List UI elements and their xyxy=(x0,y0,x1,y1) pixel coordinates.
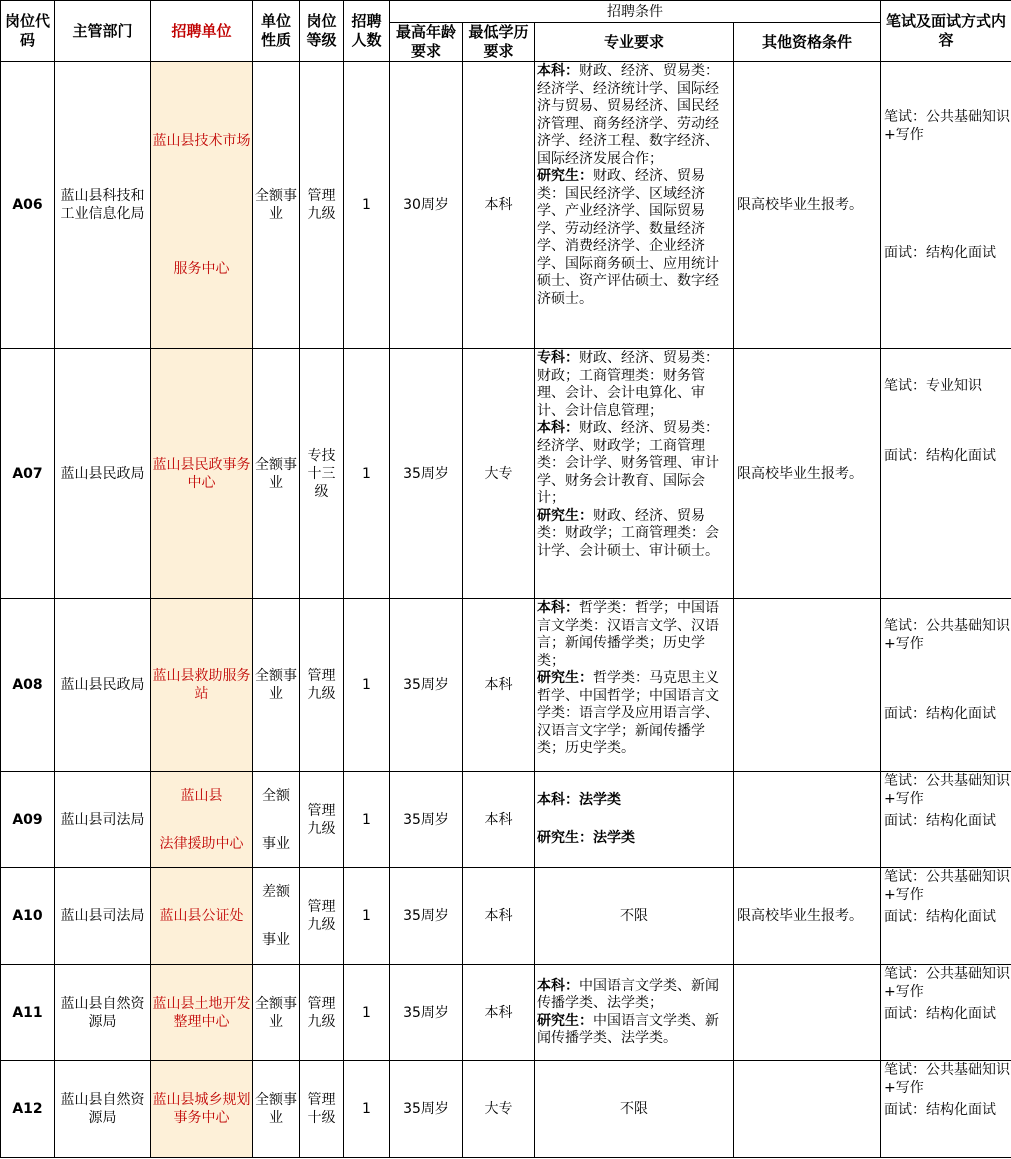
unit-line-2: 服务中心 xyxy=(173,261,230,277)
row-edu: 大专 xyxy=(463,349,535,599)
row-dept: 蓝山县民政局 xyxy=(55,599,151,772)
row-major xyxy=(535,772,734,868)
table-row xyxy=(1,965,1011,1061)
major-label: 研究生： xyxy=(537,1012,593,1029)
header-dept: 主管部门 xyxy=(55,1,151,62)
row-grade: 管理九级 xyxy=(300,772,344,868)
row-code: A08 xyxy=(1,599,55,772)
exam-written: 笔试：公共基础知识+写作 xyxy=(884,869,1010,903)
major-text: 哲学类：马克思主义哲学、中国哲学；中国语言文学类：语言学及应用语言学、汉语言文字学；新闻传播学类；历史学类。 xyxy=(537,670,719,756)
row-nature xyxy=(253,772,300,868)
row-exam xyxy=(881,599,1011,772)
row-major xyxy=(535,599,734,772)
table-row xyxy=(1,1061,1011,1158)
row-grade: 管理九级 xyxy=(300,62,344,349)
row-age: 35周岁 xyxy=(390,772,463,868)
row-age: 35周岁 xyxy=(390,868,463,965)
row-other xyxy=(734,599,881,772)
exam-written: 笔试：公共基础知识+写作 xyxy=(884,618,1010,652)
table-row xyxy=(1,62,1011,349)
exam-interview: 面试：结构化面试 xyxy=(884,448,996,464)
major-text: 中国语言文学类、新闻传播学类、法学类； xyxy=(537,977,719,1011)
row-grade: 管理九级 xyxy=(300,965,344,1061)
row-grade: 专技十三级 xyxy=(300,349,344,599)
nature-line-1: 全额 xyxy=(262,787,290,804)
row-grade: 管理九级 xyxy=(300,868,344,965)
major-label: 本科： xyxy=(537,600,579,616)
exam-written: 笔试：公共基础知识+写作 xyxy=(884,109,1010,143)
row-major xyxy=(535,349,734,599)
major-label: 本科： xyxy=(537,63,579,79)
row-age: 35周岁 xyxy=(390,965,463,1061)
unit-line-1: 蓝山县技术市场 xyxy=(152,133,251,149)
row-nature: 全额事业 xyxy=(253,349,300,599)
row-nature: 全额事业 xyxy=(253,965,300,1061)
exam-interview: 面试：结构化面试 xyxy=(884,813,996,829)
table-row xyxy=(1,772,1011,868)
exam-interview: 面试：结构化面试 xyxy=(884,1006,996,1022)
major-text: 财政、经济、贸易类：财政；工商管理类：财务管理、会计、会计电算化、审计、会计信息管理； xyxy=(537,350,719,419)
exam-interview: 面试：结构化面试 xyxy=(884,245,996,261)
nature-line-2: 事业 xyxy=(262,932,290,948)
major-label: 研究生： xyxy=(537,829,593,846)
exam-written: 笔试：公共基础知识+写作 xyxy=(884,966,1010,1000)
row-edu: 本科 xyxy=(463,772,535,868)
major-text: 财政、经济、贸易类：经济学、经济统计学、国际经济与贸易、贸易经济、国民经济管理、商务经济学、劳动经济学、经济工程、数字经济、国际经济发展合作； xyxy=(537,63,719,167)
table-row xyxy=(1,349,1011,599)
row-exam xyxy=(881,1061,1011,1158)
row-count: 1 xyxy=(344,772,390,868)
row-major xyxy=(535,965,734,1061)
major-text: 法学类 xyxy=(593,829,635,846)
unit-line-2: 法律援助中心 xyxy=(159,835,244,852)
exam-interview: 面试：结构化面试 xyxy=(884,909,996,925)
row-other: 限高校毕业生报考。 xyxy=(734,868,881,965)
row-age: 35周岁 xyxy=(390,1061,463,1158)
row-exam xyxy=(881,772,1011,868)
row-dept: 蓝山县自然资源局 xyxy=(55,1061,151,1158)
row-edu: 本科 xyxy=(463,868,535,965)
row-other xyxy=(734,1061,881,1158)
row-dept: 蓝山县科技和工业信息化局 xyxy=(55,62,151,349)
row-code: A10 xyxy=(1,868,55,965)
major-label: 研究生： xyxy=(537,168,593,184)
major-label: 专科： xyxy=(537,350,579,366)
row-dept: 蓝山县司法局 xyxy=(55,772,151,868)
row-unit: 蓝山县土地开发整理中心 xyxy=(151,965,253,1061)
row-count: 1 xyxy=(344,868,390,965)
row-unit: 蓝山县民政事务中心 xyxy=(151,349,253,599)
major-label: 研究生： xyxy=(537,670,593,686)
row-code: A09 xyxy=(1,772,55,868)
header-major: 专业要求 xyxy=(535,23,734,62)
header-other: 其他资格条件 xyxy=(734,23,881,62)
row-other xyxy=(734,772,881,868)
row-unit xyxy=(151,772,253,868)
row-edu: 本科 xyxy=(463,62,535,349)
row-major xyxy=(535,62,734,349)
major-label: 本科： xyxy=(537,792,579,808)
exam-written: 笔试：专业知识 xyxy=(884,378,982,394)
row-unit: 蓝山县公证处 xyxy=(151,868,253,965)
table-row xyxy=(1,868,1011,965)
row-exam xyxy=(881,965,1011,1061)
header-unit: 招聘单位 xyxy=(151,1,253,62)
header-code: 岗位代码 xyxy=(1,1,55,62)
header-age: 最高年龄要求 xyxy=(390,23,463,62)
row-edu: 本科 xyxy=(463,599,535,772)
major-text: 法学类 xyxy=(579,792,621,808)
exam-interview: 面试：结构化面试 xyxy=(884,706,996,722)
exam-written: 笔试：公共基础知识+写作 xyxy=(884,1062,1010,1096)
row-exam xyxy=(881,62,1011,349)
row-exam xyxy=(881,349,1011,599)
header-exam: 笔试及面试方式内容 xyxy=(881,1,1011,62)
row-nature: 全额事业 xyxy=(253,62,300,349)
row-major: 不限 xyxy=(535,868,734,965)
row-exam xyxy=(881,868,1011,965)
row-age: 35周岁 xyxy=(390,599,463,772)
row-count: 1 xyxy=(344,965,390,1061)
row-nature: 全额事业 xyxy=(253,599,300,772)
row-count: 1 xyxy=(344,1061,390,1158)
row-edu: 大专 xyxy=(463,1061,535,1158)
row-edu: 本科 xyxy=(463,965,535,1061)
exam-interview: 面试：结构化面试 xyxy=(884,1102,996,1118)
major-text: 哲学类：哲学；中国语言文学类：汉语言文学、汉语言；新闻传播学类；历史学类； xyxy=(537,600,719,669)
row-other: 限高校毕业生报考。 xyxy=(734,349,881,599)
major-label: 本科： xyxy=(537,420,579,436)
row-unit: 蓝山县救助服务站 xyxy=(151,599,253,772)
header-count: 招聘人数 xyxy=(344,1,390,62)
unit-line-1: 蓝山县 xyxy=(180,787,223,804)
table-row xyxy=(1,599,1011,772)
row-code: A11 xyxy=(1,965,55,1061)
row-dept: 蓝山县民政局 xyxy=(55,349,151,599)
row-count: 1 xyxy=(344,62,390,349)
major-label: 研究生： xyxy=(537,507,593,524)
row-code: A06 xyxy=(1,62,55,349)
header-nature: 单位性质 xyxy=(253,1,300,62)
row-dept: 蓝山县自然资源局 xyxy=(55,965,151,1061)
major-text: 中国语言文学类、新闻传播学类、法学类。 xyxy=(537,1012,719,1046)
row-major: 不限 xyxy=(535,1061,734,1158)
row-other xyxy=(734,965,881,1061)
row-age: 35周岁 xyxy=(390,349,463,599)
row-code: A12 xyxy=(1,1061,55,1158)
header-row-1 xyxy=(1,1,1011,23)
row-other: 限高校毕业生报考。 xyxy=(734,62,881,349)
row-nature xyxy=(253,868,300,965)
row-unit xyxy=(151,62,253,349)
major-text: 财政、经济、贸易类：国民经济学、区域经济学、产业经济学、国际贸易学、劳动经济学、数量经济学、消费经济学、企业经济学、国际商务硕士、应用统计硕士、资产评估硕士、数字经济硕士。 xyxy=(537,168,719,307)
row-grade: 管理十级 xyxy=(300,1061,344,1158)
exam-written: 笔试：公共基础知识+写作 xyxy=(884,773,1010,807)
major-label: 本科： xyxy=(537,977,579,994)
row-count: 1 xyxy=(344,599,390,772)
row-count: 1 xyxy=(344,349,390,599)
nature-line-2: 事业 xyxy=(262,835,290,852)
header-edu: 最低学历要求 xyxy=(463,23,535,62)
major-text: 财政、经济、贸易类：财政学；工商管理类：会计学、会计硕士、审计硕士。 xyxy=(537,507,719,559)
row-code: A07 xyxy=(1,349,55,599)
header-conditions: 招聘条件 xyxy=(390,1,881,23)
row-nature: 全额事业 xyxy=(253,1061,300,1158)
major-text: 财政、经济、贸易类：经济学、财政学；工商管理类：会计学、财务管理、审计学、财务会计教育、国际会计； xyxy=(537,420,719,506)
row-age: 30周岁 xyxy=(390,62,463,349)
nature-line-1: 差额 xyxy=(262,884,290,900)
row-unit: 蓝山县城乡规划事务中心 xyxy=(151,1061,253,1158)
row-dept: 蓝山县司法局 xyxy=(55,868,151,965)
row-grade: 管理九级 xyxy=(300,599,344,772)
header-grade: 岗位等级 xyxy=(300,1,344,62)
